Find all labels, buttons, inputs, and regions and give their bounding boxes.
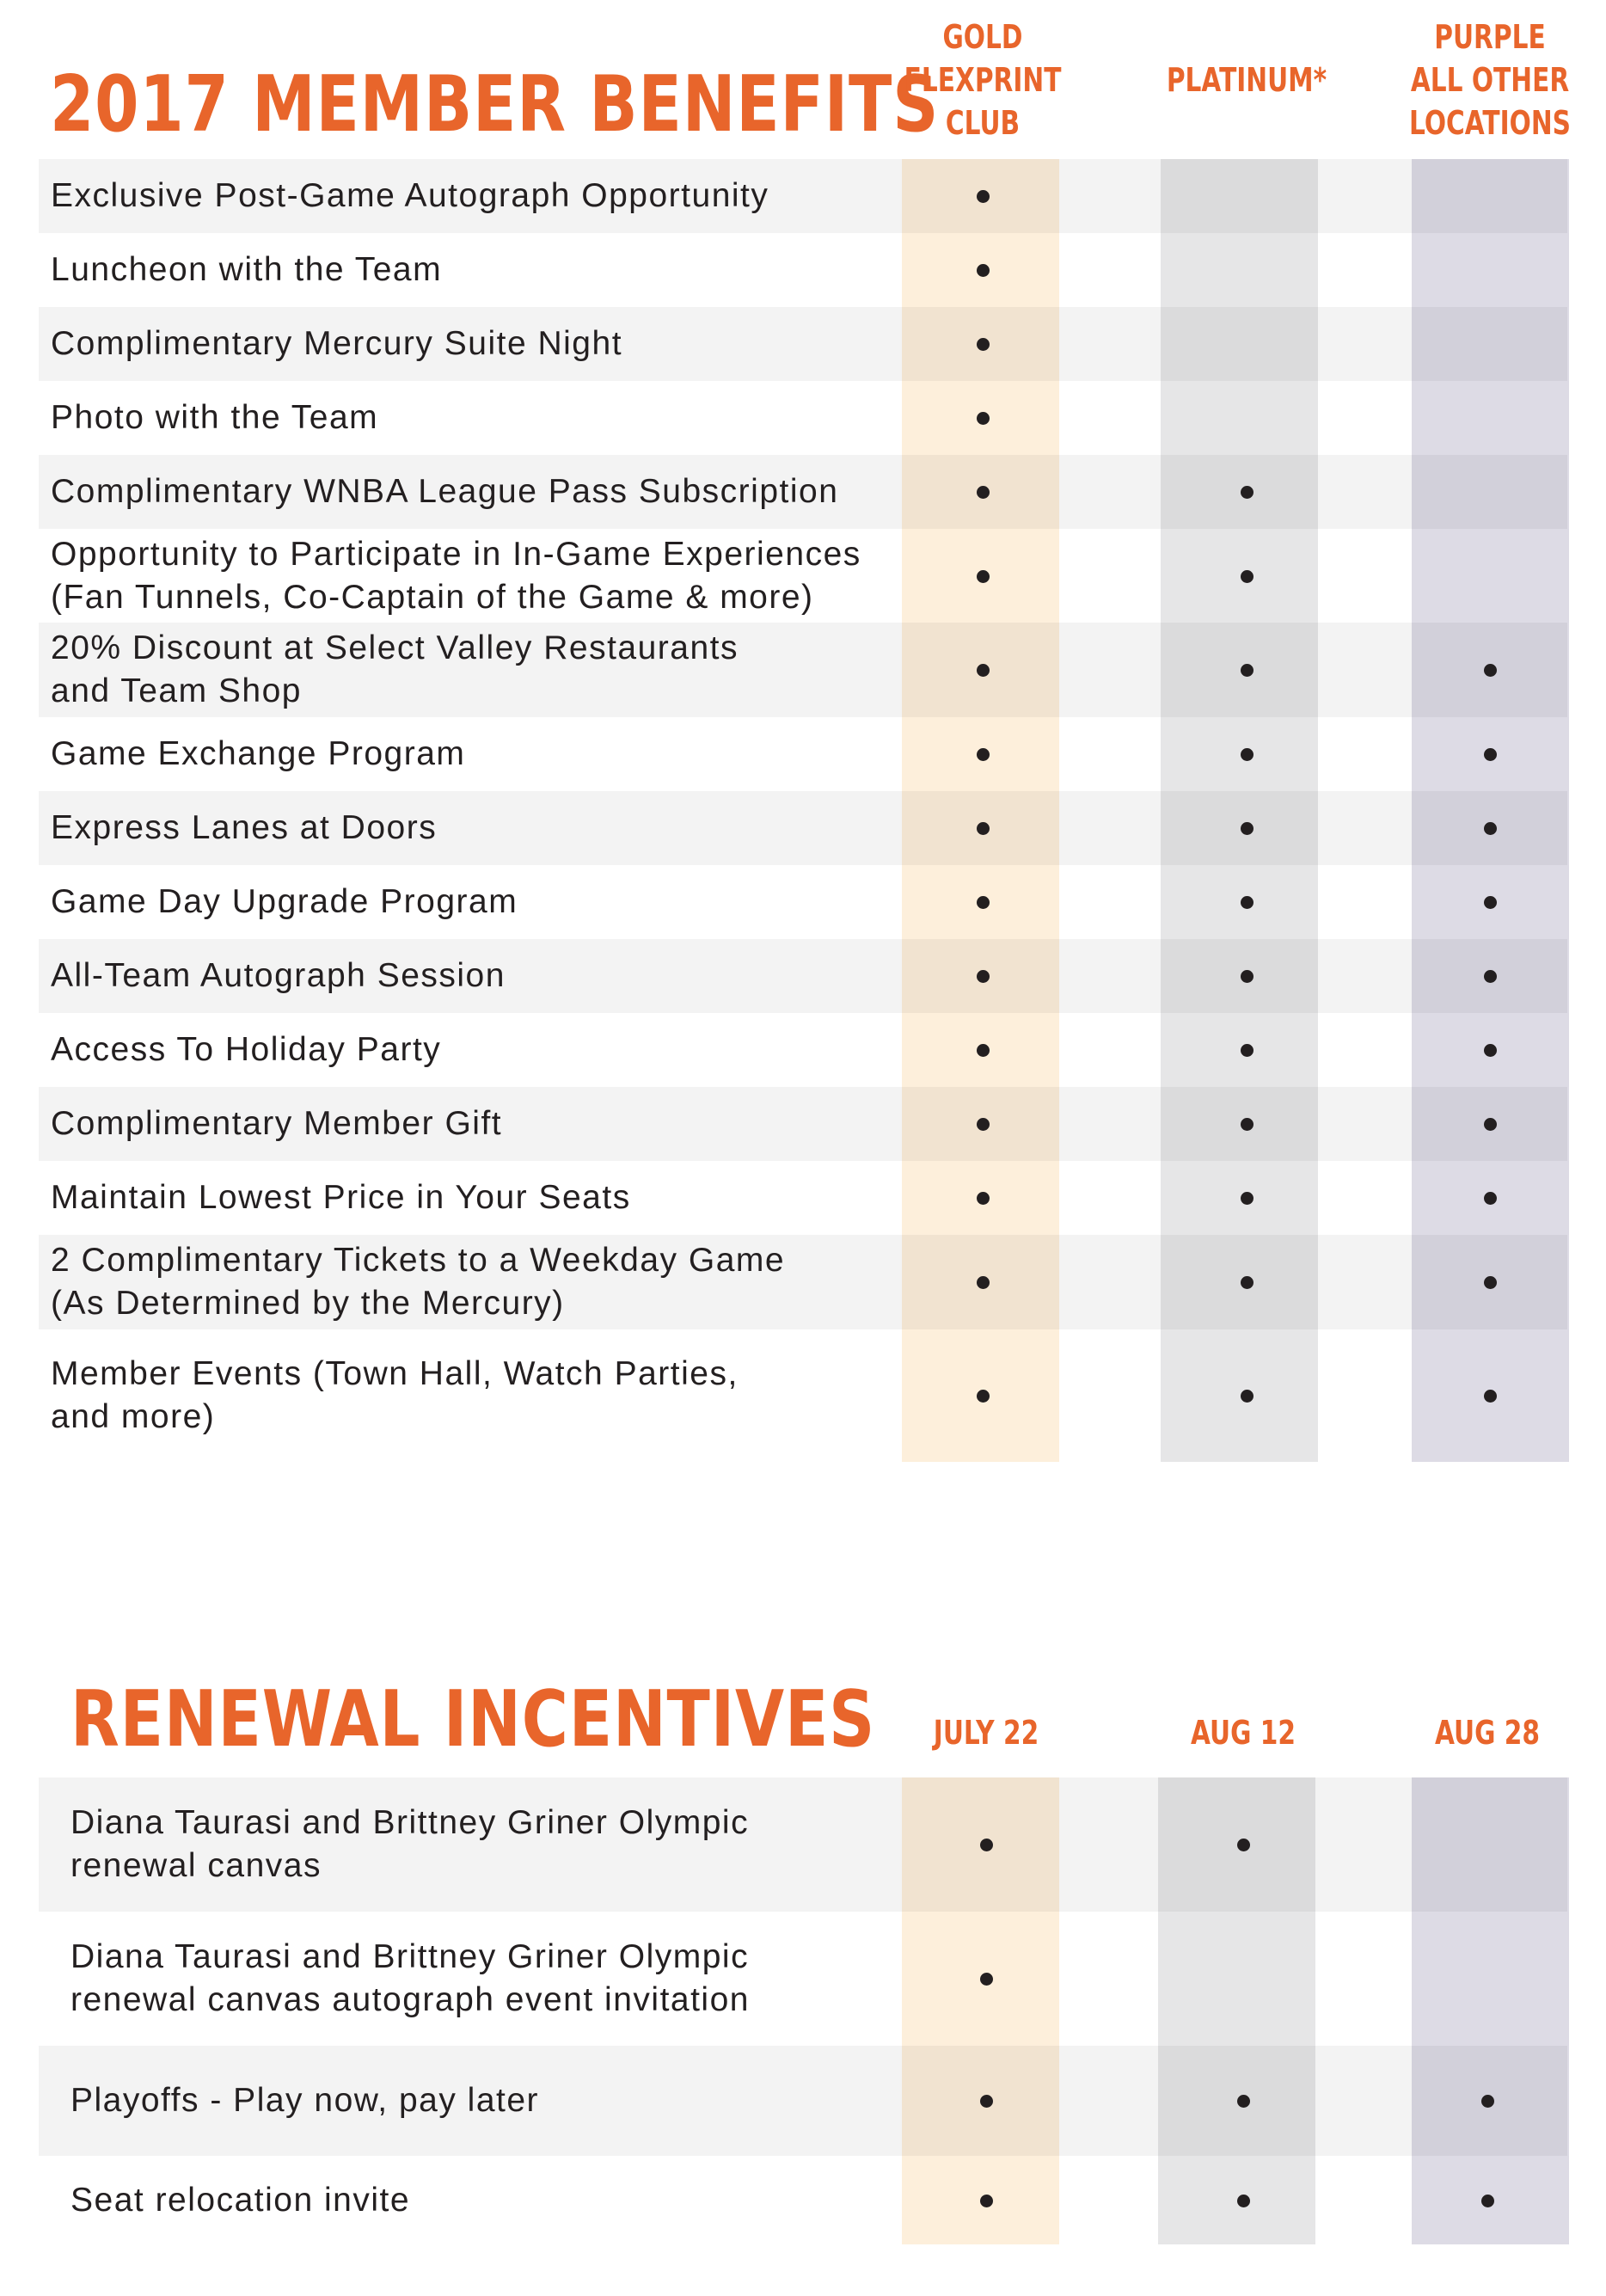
benefits-check-dot bbox=[1241, 896, 1254, 909]
benefits-check-dot bbox=[977, 1276, 990, 1289]
benefits-row bbox=[39, 1235, 1567, 1329]
benefits-row-label: Opportunity to Participate in In-Game Experiences (Fan Tunnels, Co-Captain of the Game & more) bbox=[51, 535, 861, 616]
benefits-row bbox=[39, 381, 1567, 455]
benefits-row bbox=[39, 791, 1567, 865]
benefits-row-label: Luncheon with the Team bbox=[51, 251, 443, 288]
benefits-column-header-1: GOLD FLEXPRINT CLUB bbox=[904, 18, 1062, 142]
benefits-row-label: Complimentary Mercury Suite Night bbox=[51, 325, 623, 362]
benefits-row-label: Exclusive Post-Game Autograph Opportunity bbox=[51, 177, 769, 214]
benefits-row bbox=[39, 529, 1567, 623]
benefits-check-dot bbox=[977, 1192, 990, 1205]
benefits-column-header-3: PURPLE ALL OTHER LOCATIONS bbox=[1408, 18, 1572, 142]
renewal-row bbox=[39, 1912, 1567, 2046]
benefits-row bbox=[39, 233, 1567, 307]
benefits-row bbox=[39, 455, 1567, 529]
benefits-row bbox=[39, 1329, 1567, 1462]
renewal-row bbox=[39, 1777, 1567, 1912]
benefits-row-label: 20% Discount at Select Valley Restaurants and Team Shop bbox=[51, 629, 739, 709]
benefits-row bbox=[39, 307, 1567, 381]
benefits-row-label: Maintain Lowest Price in Your Seats bbox=[51, 1179, 631, 1216]
renewal-check-dot bbox=[980, 1839, 993, 1851]
benefits-check-dot bbox=[1241, 1118, 1254, 1131]
benefits-check-dot bbox=[1484, 1390, 1497, 1403]
renewal-check-dot bbox=[1237, 2195, 1250, 2207]
benefits-check-dot bbox=[977, 1118, 990, 1131]
benefits-check-dot bbox=[1241, 1192, 1254, 1205]
renewal-column-header-2: AUG 12 bbox=[1191, 1714, 1296, 1752]
benefits-row-label: Access To Holiday Party bbox=[51, 1031, 442, 1068]
renewal-row bbox=[39, 2046, 1567, 2156]
benefits-row-label: Game Day Upgrade Program bbox=[51, 883, 518, 920]
renewal-row bbox=[39, 2156, 1567, 2244]
benefits-check-dot bbox=[977, 570, 990, 583]
benefits-check-dot bbox=[1484, 1118, 1497, 1131]
benefits-check-dot bbox=[1484, 1276, 1497, 1289]
benefits-row-label: Express Lanes at Doors bbox=[51, 809, 438, 846]
renewal-check-dot bbox=[980, 2095, 993, 2108]
benefits-row bbox=[39, 1087, 1567, 1161]
renewal-check-dot bbox=[980, 2195, 993, 2207]
benefits-check-dot bbox=[977, 486, 990, 499]
benefits-row bbox=[39, 1013, 1567, 1087]
benefits-check-dot bbox=[1241, 970, 1254, 983]
benefits-row-label: Complimentary Member Gift bbox=[51, 1105, 503, 1142]
benefits-row bbox=[39, 717, 1567, 791]
renewal-check-dot bbox=[1481, 2195, 1494, 2207]
benefits-check-dot bbox=[977, 412, 990, 425]
benefits-row bbox=[39, 1161, 1567, 1235]
benefits-check-dot bbox=[1241, 1276, 1254, 1289]
benefits-check-dot bbox=[1241, 486, 1254, 499]
benefits-row bbox=[39, 159, 1567, 233]
benefits-title: 2017 MEMBER BENEFITS bbox=[50, 59, 940, 150]
benefits-check-dot bbox=[1241, 570, 1254, 583]
benefits-check-dot bbox=[1241, 1390, 1254, 1403]
benefits-row-label: Member Events (Town Hall, Watch Parties, and more) bbox=[51, 1355, 739, 1435]
benefits-row-label: Complimentary WNBA League Pass Subscription bbox=[51, 473, 839, 510]
benefits-check-dot bbox=[1484, 822, 1497, 835]
renewal-row-label: Diana Taurasi and Brittney Griner Olympic renewal canvas autograph event invitation bbox=[70, 1938, 750, 2018]
benefits-check-dot bbox=[1484, 1044, 1497, 1057]
renewal-check-dot bbox=[1481, 2095, 1494, 2108]
renewal-check-dot bbox=[1237, 1839, 1250, 1851]
renewal-column-header-1: JULY 22 bbox=[933, 1714, 1039, 1752]
benefits-check-dot bbox=[1241, 748, 1254, 761]
benefits-check-dot bbox=[977, 822, 990, 835]
renewal-column-header-3: AUG 28 bbox=[1435, 1714, 1540, 1752]
benefits-check-dot bbox=[1241, 664, 1254, 677]
benefits-check-dot bbox=[977, 264, 990, 277]
renewal-check-dot bbox=[1237, 2095, 1250, 2108]
benefits-check-dot bbox=[1241, 822, 1254, 835]
benefits-check-dot bbox=[977, 896, 990, 909]
benefits-row-label: 2 Complimentary Tickets to a Weekday Game (As Determined by the Mercury) bbox=[51, 1242, 786, 1322]
benefits-check-dot bbox=[1241, 1044, 1254, 1057]
benefits-check-dot bbox=[977, 338, 990, 351]
renewal-title: RENEWAL INCENTIVES bbox=[70, 1674, 876, 1765]
benefits-check-dot bbox=[977, 1044, 990, 1057]
benefits-check-dot bbox=[1484, 664, 1497, 677]
benefits-check-dot bbox=[977, 970, 990, 983]
benefits-row-label: Photo with the Team bbox=[51, 399, 379, 436]
benefits-check-dot bbox=[977, 1390, 990, 1403]
benefits-row bbox=[39, 865, 1567, 939]
benefits-check-dot bbox=[977, 748, 990, 761]
benefits-check-dot bbox=[977, 190, 990, 203]
benefits-check-dot bbox=[977, 664, 990, 677]
benefits-check-dot bbox=[1484, 896, 1497, 909]
benefits-check-dot bbox=[1484, 748, 1497, 761]
benefits-column-header-2: PLATINUM* bbox=[1166, 61, 1327, 99]
renewal-check-dot bbox=[980, 1973, 993, 1986]
benefits-row bbox=[39, 623, 1567, 717]
benefits-check-dot bbox=[1484, 1192, 1497, 1205]
renewal-row-label: Diana Taurasi and Brittney Griner Olympic renewal canvas bbox=[70, 1804, 750, 1884]
renewal-row-label: Playoffs - Play now, pay later bbox=[70, 2082, 540, 2119]
benefits-row-label: Game Exchange Program bbox=[51, 735, 466, 772]
benefits-check-dot bbox=[1484, 970, 1497, 983]
renewal-row-label: Seat relocation invite bbox=[70, 2181, 411, 2219]
benefits-row bbox=[39, 939, 1567, 1013]
benefits-row-label: All-Team Autograph Session bbox=[51, 957, 506, 994]
